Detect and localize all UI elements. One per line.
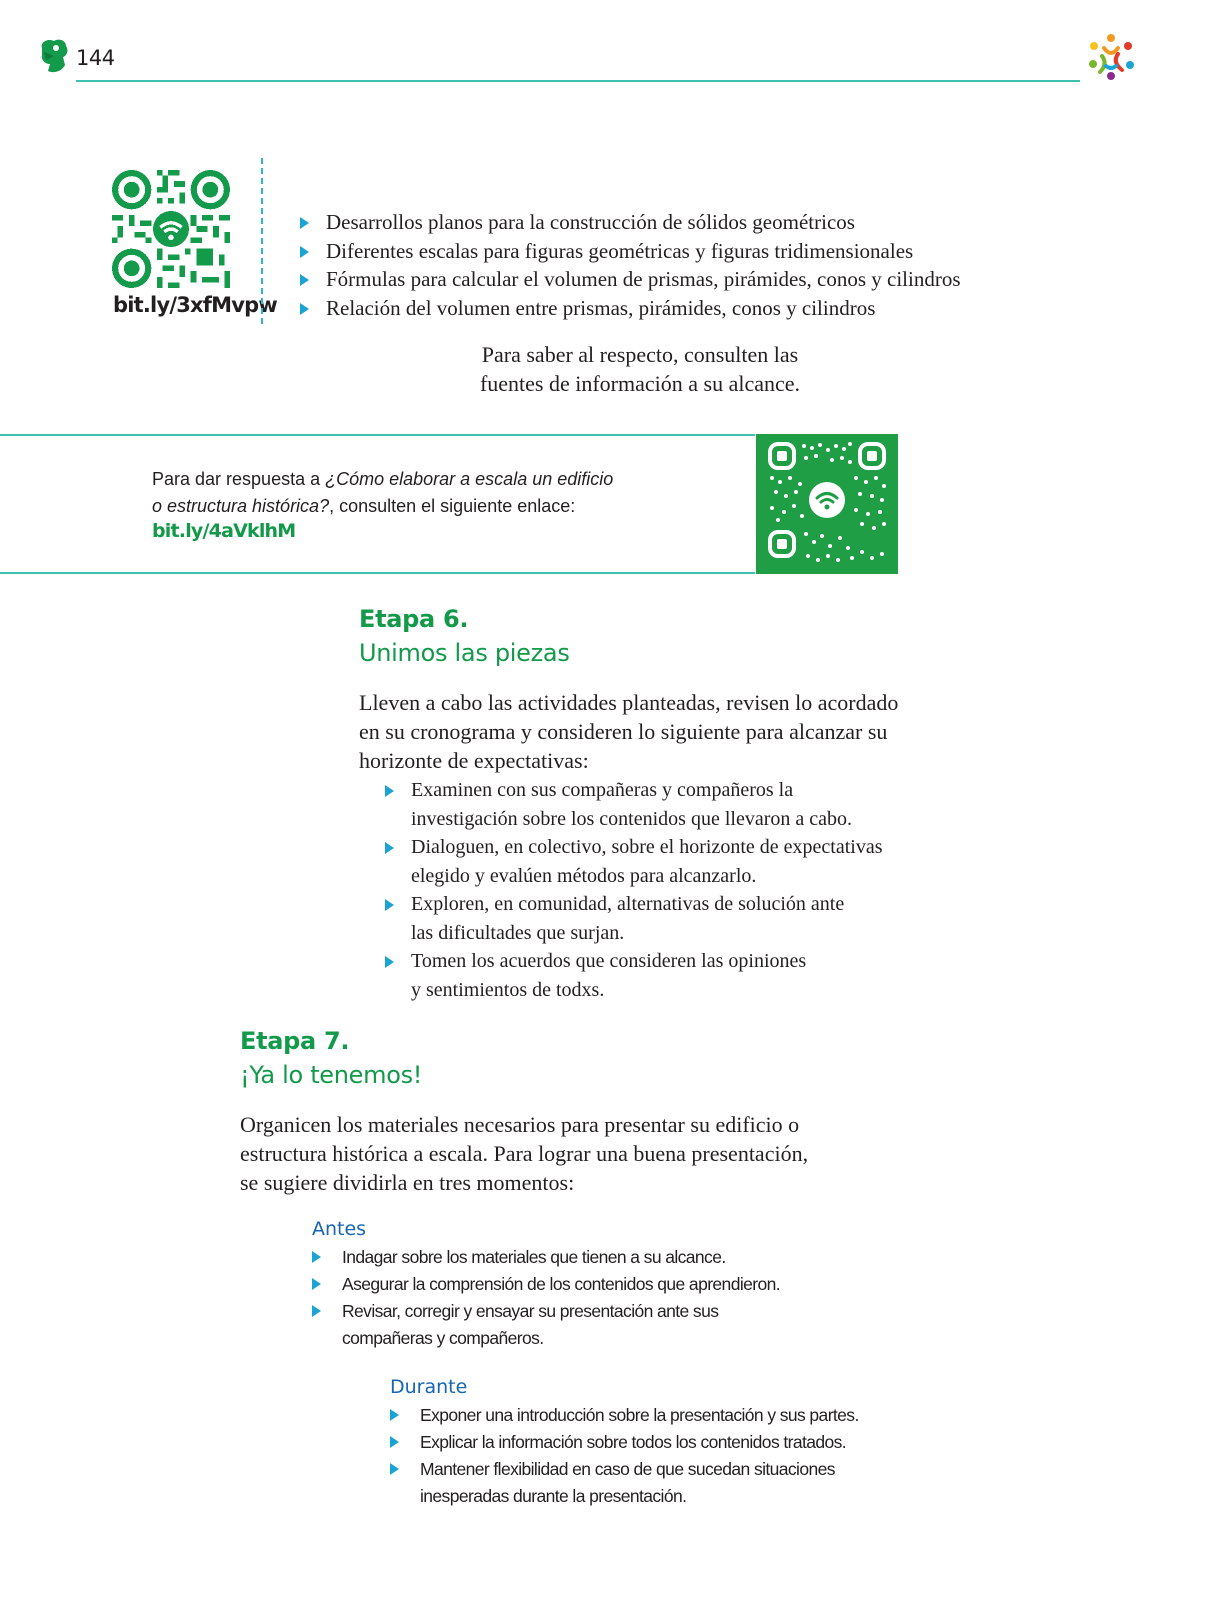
bullet-arrow-icon [300,246,309,258]
box-rule-top [0,434,755,436]
durante-list [390,1402,930,1510]
list-item: Exploren, en comunidad, alternativas de solución ante las dificultades que surjan. [385,890,945,947]
header-rule [76,80,1080,82]
etapa6-list [385,776,945,1004]
link-box-link[interactable]: bit.ly/4aVklhM [152,520,296,542]
bullet-arrow-icon [385,785,394,797]
bullet-arrow-icon [312,1251,321,1263]
page-number: 144 [76,46,115,70]
dashed-divider [261,158,263,324]
bullet-arrow-icon [300,217,309,229]
qr-top-link[interactable]: bit.ly/3xfMvpw [113,293,277,317]
etapa7-intro: Organicen los materiales necesarios para presentar su edificio o estructura histórica a escala. Para lograr una buena presentación, se sugiere dividirla en tres momentos: [240,1112,809,1195]
list-item: Revisar, corregir y ensayar su presentación ante sus compañeras y compañeros. [312,1298,832,1352]
colorful-people-circle-icon [1084,30,1138,84]
etapa6-subtitle: Unimos las piezas [359,639,570,667]
antes-list [312,1244,832,1352]
list-item: Exponer una introducción sobre la presentación y sus partes. [390,1402,930,1429]
bullet-arrow-icon [390,1409,399,1421]
list-item: Diferentes escalas para figuras geométricas y figuras tridimensionales [300,237,961,266]
list-item: Fórmulas para calcular el volumen de prismas, pirámides, conos y cilindros [300,265,961,294]
link-box-text: Para dar respuesta a ¿Cómo elaborar a escala un edificio o estructura histórica?, consulten el siguiente enlace: [152,469,614,516]
etapa6-intro: Lleven a cabo las actividades planteadas, revisen lo acordado en su cronograma y consideren lo siguiente para alcanzar su horizonte de expectativas: [359,690,899,773]
etapa7-subtitle: ¡Ya lo tenemos! [240,1061,423,1089]
list-item: Asegurar la comprensión de los contenidos que aprendieron. [312,1271,832,1298]
bullet-arrow-icon [300,274,309,286]
bullet-arrow-icon [385,899,394,911]
box-rule-bottom [0,572,755,574]
list-item: Indagar sobre los materiales que tienen a su alcance. [312,1244,832,1271]
bullet-arrow-icon [390,1436,399,1448]
consult-note: Para saber al respecto, consulten las fuentes de información a su alcance. [479,342,801,396]
topics-list [300,208,961,322]
list-item: Explicar la información sobre todos los contenidos tratados. [390,1429,930,1456]
bullet-arrow-icon [390,1463,399,1475]
etapa6-title: Etapa 6. [359,605,469,633]
bullet-arrow-icon [385,956,394,968]
list-item: Desarrollos planos para la construcción de sólidos geométricos [300,208,961,237]
list-item: Mantener flexibilidad en caso de que sucedan situaciones inesperadas durante la presentación. [390,1456,930,1510]
list-item: Relación del volumen entre prismas, pirámides, conos y cilindros [300,294,961,323]
green-figure-icon [36,38,70,74]
list-item: Tomen los acuerdos que consideren las opiniones y sentimientos de todxs. [385,947,945,1004]
durante-heading: Durante [390,1376,468,1398]
antes-heading: Antes [312,1218,367,1240]
qr-code-box[interactable] [756,434,898,574]
list-item: Examinen con sus compañeras y compañeros la investigación sobre los contenidos que llevaron a cabo. [385,776,945,833]
bullet-arrow-icon [385,842,394,854]
bullet-arrow-icon [312,1305,321,1317]
bullet-arrow-icon [300,303,309,315]
etapa7-title: Etapa 7. [240,1027,350,1055]
bullet-arrow-icon [312,1278,321,1290]
qr-code-top[interactable] [112,170,230,288]
list-item: Dialoguen, en colectivo, sobre el horizonte de expectativas elegido y evalúen métodos para alcanzarlo. [385,833,945,890]
